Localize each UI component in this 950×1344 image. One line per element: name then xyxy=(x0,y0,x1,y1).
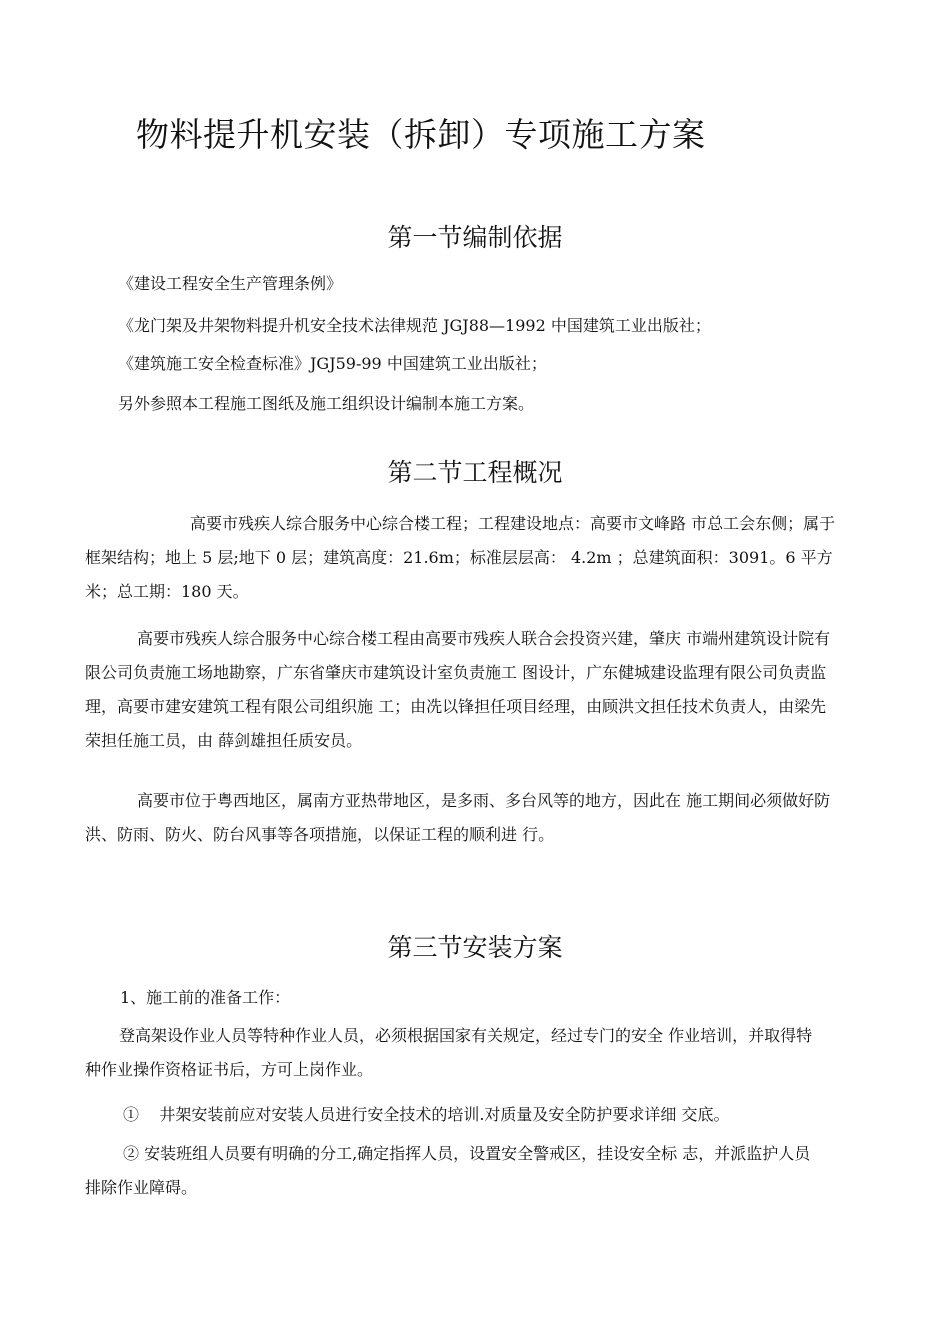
reference-line-1: 《建设工程安全生产管理条例》 xyxy=(118,274,343,293)
paragraph-line: 种作业操作资格证书后，方可上岗作业。 xyxy=(85,1060,374,1079)
paragraph-line: 高要市位于粤西地区，属南方亚热带地区，是多雨、多台风等的地方，因此在 施工期间必须做好防 xyxy=(137,791,831,810)
section-2-heading: 第二节工程概况 xyxy=(387,458,563,487)
reference-line-2: 《龙门架及井架物料提升机安全技术法律规范 JGJ88—1992 中国建筑工业出版社； xyxy=(118,316,711,335)
reference-line-3: 《建筑施工安全检查标准》JGJ59-99 中国建筑工业出版社； xyxy=(118,354,547,373)
paragraph-line: 米；总工期：180 天。 xyxy=(85,582,249,601)
paragraph-line: 登高架设作业人员等特种作业人员，必须根据国家有关规定，经过专门的安全 作业培训，并取得特 xyxy=(119,1026,813,1045)
paragraph-line: 高要市残疾人综合服务中心综合楼工程；工程建设地点：高要市文峰路 市总工会东侧；属于 xyxy=(190,514,836,533)
installation-paragraph-2 xyxy=(85,1098,925,1132)
paragraph-line: ① 井架安装前应对安装人员进行安全技术的培训.对质量及安全防护要求详细 交底。 xyxy=(123,1105,730,1124)
paragraph-line: 洪、防雨、防火、防台风事等各项措施，以保证工程的顺利进 行。 xyxy=(85,825,555,844)
reference-line-4: 另外参照本工程施工图纸及施工组织设计编制本施工方案。 xyxy=(118,394,535,413)
preparation-item-title: 1、施工前的准备工作： xyxy=(120,988,291,1007)
paragraph-line: 排除作业障碍。 xyxy=(85,1178,198,1197)
paragraph-line: 高要市残疾人综合服务中心综合楼工程由高要市残疾人联合会投资兴建，肇庆 市端州建筑设计院有 xyxy=(137,629,831,648)
paragraph-line: 框架结构；地上 5 层;地下 0 层；建筑高度：21.6m；标准层层高： 4.2m ；总建筑面积：3091。6 平方 xyxy=(85,548,833,567)
paragraph-line: ② 安装班组人员要有明确的分工,确定指挥人员，设置安全警戒区，挂设安全标 志，并派监护人员 xyxy=(123,1144,811,1163)
installation-paragraph-1 xyxy=(85,1019,925,1087)
overview-paragraph-2 xyxy=(85,622,925,758)
overview-paragraph-3 xyxy=(85,784,925,852)
section-3-heading: 第三节安装方案 xyxy=(387,933,563,962)
paragraph-line: 荣担任施工员，由 薛剑雄担任质安员。 xyxy=(85,731,363,750)
paragraph-line: 限公司负责施工场地勘察，广东省肇庆市建筑设计室负责施工 图设计，广东健城建设监理有限公司负责监 xyxy=(85,663,827,682)
overview-paragraph-1 xyxy=(85,507,925,609)
section-1-heading: 第一节编制依据 xyxy=(387,223,563,252)
paragraph-line: 理，高要市建安建筑工程有限公司组织施 工；由冼以锋担任项目经理，由顾洪文担任技术负责人，由梁先 xyxy=(85,697,827,716)
document-title: 物料提升机安装（拆卸）专项施工方案 xyxy=(136,115,706,154)
installation-paragraph-3 xyxy=(85,1137,925,1205)
